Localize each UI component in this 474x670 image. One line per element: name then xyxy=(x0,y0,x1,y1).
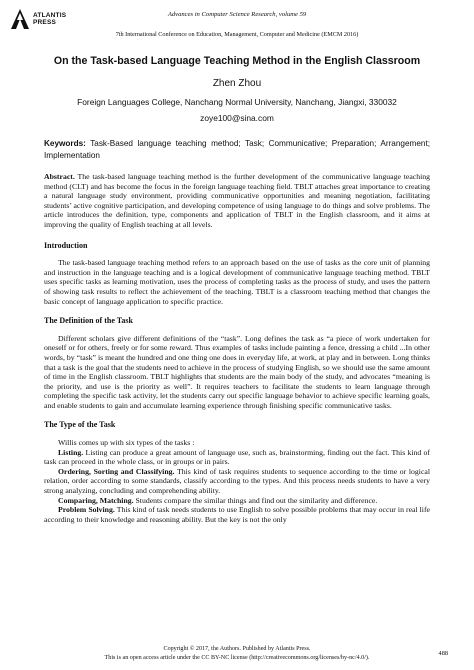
abstract-text: The task-based language teaching method is the further development of the communicative language teaching method (CLT) and has become the focus in the foreign language teaching field. TBLT attaches great importance to creating a natural language study environment, providing communicative opportunities and meaning negotiation, facilitating students’ active cognitive participation, and developing competence of using language to do things and solve problems. The article introduces the definition, type, components and application of TBLT in the English classroom, and it aims at improving the quality of English teaching at all levels. xyxy=(44,172,430,229)
page-number: 488 xyxy=(438,650,448,657)
paragraph-introduction: The task-based language teaching method refers to an approach based on the use of tasks as the core unit of planning and instruction in the language teaching and is a logical development of communicative language teaching method. TBLT uses specific tasks as learning motivation, uses the process of completing tasks as the process of study, and uses the pattern of showing task results to reflect the achievement of the teaching. TBLT is a classroom teaching method that changes the basic concept of language application to specific practice. xyxy=(44,258,430,306)
section-heading-definition: The Definition of the Task xyxy=(44,316,133,326)
paragraph-listing xyxy=(44,448,430,467)
logo-line-2: PRESS xyxy=(33,19,57,26)
author-affiliation: Foreign Languages College, Nanchang Normal University, Nanchang, Jiangxi, 330032 xyxy=(77,97,397,107)
author-name: Zhen Zhou xyxy=(212,78,262,89)
author-email: zoye100@sina.com xyxy=(200,113,274,123)
paragraph-comparing xyxy=(44,496,430,506)
problem-label: Problem Solving. xyxy=(58,505,115,515)
listing-text: Listing can produce a great amount of language use, such as, brainstorming, finding out the fact. This kind of task can proceed in the whole class, or in groups or in pairs. xyxy=(44,447,430,467)
paragraph-problem-solving xyxy=(44,505,430,524)
page-footer xyxy=(0,645,474,662)
section-heading-type: The Type of the Task xyxy=(44,420,116,430)
keywords xyxy=(44,138,430,162)
ordering-label: Ordering, Sorting and Classifying. xyxy=(58,466,175,476)
comparing-label: Comparing, Matching. xyxy=(58,495,134,505)
abstract xyxy=(44,172,430,230)
series-title: Advances in Computer Science Research, volume 59 xyxy=(167,11,307,18)
keywords-text: Task-Based language teaching method; Task; Communicative; Preparation; Arrangement; Implementation xyxy=(44,139,430,160)
paper-title: On the Task-based Language Teaching Method in the English Classroom xyxy=(53,55,421,67)
copyright-line: Copyright © 2017, the Authors. Published by Atlantis Press. xyxy=(163,646,311,652)
paper-body xyxy=(44,172,430,524)
logo-line-1: ATLANTIS xyxy=(33,12,67,19)
keywords-label: Keywords: xyxy=(44,139,86,148)
ordering-text: This kind of task requires students to sequence according to the time or logical relation, order according to some standards, classify according to the types. And this process needs students to have a very strong analyzing, concluding and comprehending ability. xyxy=(44,466,430,496)
license-line: This is an open access article under the CC BY-NC license (http://creativecommons.org/licenses/by-nc/4.0/). xyxy=(104,654,370,661)
listing-label: Listing. xyxy=(58,447,84,457)
paragraph-ordering xyxy=(44,467,430,496)
abstract-label: Abstract. xyxy=(44,172,75,181)
conference-name: 7th International Conference on Education, Management, Computer and Medicine (EMCM 2016) xyxy=(115,31,359,38)
section-heading-introduction: Introduction xyxy=(44,240,88,250)
comparing-text: Students compare the similar things and find out the similarity and difference. xyxy=(133,495,378,505)
paragraph-type-intro: Willis comes up with six types of the tasks : xyxy=(58,438,195,448)
paragraph-definition: Different scholars give different definitions of the “task”. Long defines the task as “a piece of work undertaken for oneself or for others, freely or for some reward. Thus examples of tasks include painting a fence, dressing a child ...In other words, by “task” is meant the hundred and one thing one does in everyday life, at work, at play and in between. Long thinks that a task is the goal that the students need to achieve in the process of studying English, so we should use the same amount of time in the English classroom. TBLT highlights that students are the main body of the study, and advocates “meaning is the priority, and use is the priority as well”. It requires teachers to facilitate the students to learn language through completing the specific task activity, let the students carry out specific language behavior to achieve specific learning goals, and enable students to gain and accumulate learning experience through finishing specific communicative tasks. xyxy=(44,333,430,410)
problem-text: This kind of task needs students to use English to solve possible problems that may occur in real life according to their knowledge and reasoning ability. But the key is not the only xyxy=(44,505,430,524)
